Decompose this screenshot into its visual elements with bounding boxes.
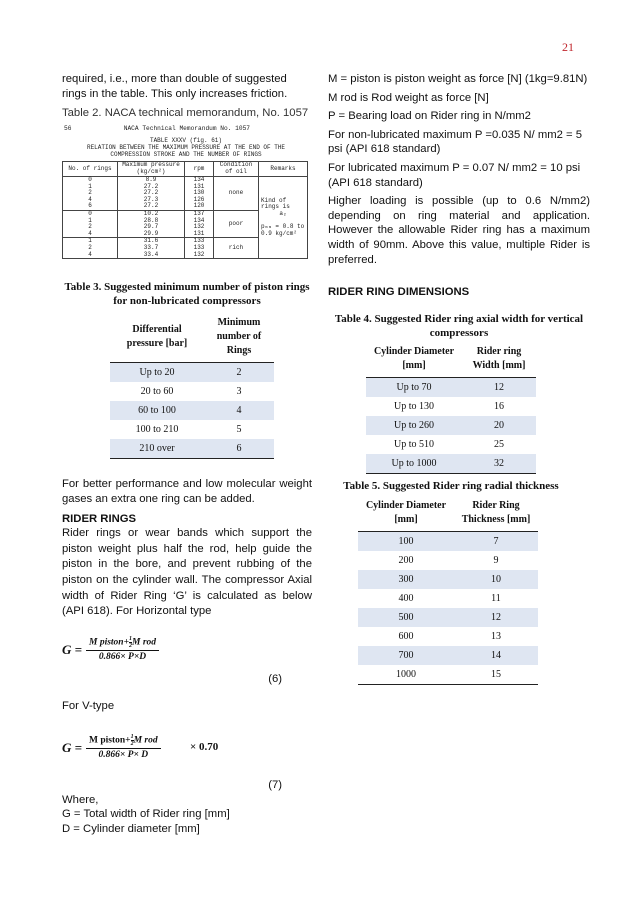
table4-header-width: Rider ring Width [mm] [462, 343, 536, 378]
definition-g: G = Total width of Rider ring [mm] [62, 808, 230, 821]
table5-cell: 100 [358, 531, 454, 551]
naca-header: NACA Technical Memorandum No. 1057 [123, 125, 250, 133]
table5-cell: 11 [491, 592, 501, 604]
equation-7 [62, 734, 312, 766]
equation-7-number: (7) [268, 779, 282, 792]
table5-cell: 15 [454, 665, 538, 685]
naca-page: 56 [64, 125, 72, 133]
lubricated-limit: For lubricated maximum P = 0.07 N/ mm2 = 10 psi (API 618 standard) [328, 161, 581, 189]
table5-cell: 500 [358, 608, 454, 627]
naca-scanned-table [62, 126, 310, 259]
table5-cell: 600 [398, 630, 414, 642]
table3-cell: 20 to 60 [140, 386, 174, 398]
table3-caption: Table 3. Suggested minimum number of piston rings for non-lubricated compressors [64, 281, 310, 307]
definition-p: P = Bearing load on Rider ring in N/mm2 [328, 110, 531, 123]
naca-rings-group: 1 2 4 [63, 238, 118, 259]
table3-header-rings: Minimum number of Rings [204, 314, 274, 363]
eq7-half-bottom: 2 [130, 741, 134, 748]
equation-6-number: (6) [268, 672, 282, 685]
eq7-lhs: G = [62, 740, 83, 756]
rider-rings-heading: RIDER RINGS [62, 513, 137, 526]
rider-ring-dimensions-heading: RIDER RING DIMENSIONS [328, 286, 470, 299]
naca-rpm-group: 134 131 130 126 120 [185, 176, 214, 210]
higher-loading-paragraph: Higher loading is possible (up to 0.6 N/mm2) depending on ring material and application. However the allowable Rider ring has a maximum width of 90mm. Above this value, multiple Rider is preferred. [328, 195, 590, 266]
naca-col-condition: Condition of oil [214, 162, 259, 177]
naca-col-remarks: Remarks [259, 162, 308, 177]
table5-cell: 13 [491, 630, 501, 642]
naca-rings-group: 0 1 2 4 [63, 210, 118, 237]
naca-rpm-group: 133 133 132 [185, 238, 214, 259]
eq6-half-bottom: 2 [129, 642, 132, 649]
table2-caption: Table 2. NACA technical memorandum, No. 1057 [62, 107, 309, 120]
definition-m: M = piston is piston weight as force [N] (1kg=9.81N) [328, 73, 588, 85]
table5-cell: 300 [358, 570, 454, 589]
table5-cell: 1000 [358, 665, 454, 685]
table4-cell: Up to 510 [394, 439, 434, 451]
naca-condition: poor [214, 210, 259, 237]
table3-cell: 4 [204, 401, 274, 420]
naca-condition: none [214, 176, 259, 210]
where-label: Where, [62, 793, 99, 806]
rider-rings-paragraph: Rider rings or wear bands which support the piston weight plus half the rod, help guide the piston in the bore, and prevent rubbing of the piston on the cylinder wall. The compressor Axial width of Rider Ring ‘G’ is calculated as below (API 618). For Horizontal type [62, 527, 312, 618]
naca-remark-2: pₘₘ = 0.8 to 0.9 kg/cm² [261, 222, 305, 237]
table3-header-pressure: Differential pressure [bar] [110, 314, 204, 363]
naca-col-rings: No. of rings [63, 162, 118, 177]
eq7-num-b: M rod [133, 735, 158, 746]
table4-cell: 25 [494, 439, 504, 451]
table4-cell: 16 [494, 401, 504, 413]
table5-cell: 12 [454, 608, 538, 627]
table5-cell: 700 [358, 646, 454, 665]
naca-table [62, 161, 308, 259]
naca-title-1: TABLE XXXV (fig. 61) [149, 136, 222, 144]
intro-paragraph: required, i.e., more than double of suggested rings in the table. This only increases friction. [62, 73, 288, 100]
naca-condition: rich [214, 238, 259, 259]
naca-rings-group: 0 1 2 4 6 [63, 176, 118, 210]
table5 [358, 497, 538, 685]
table3-cell: 210 over [110, 439, 204, 459]
table4-cell: Up to 70 [366, 378, 462, 398]
right-column [328, 72, 590, 685]
table3-cell: 6 [204, 439, 274, 459]
eq6-den: 0.866× P×D [98, 651, 147, 662]
naca-pressure-group: 10.2 28.8 29.7 29.9 [118, 210, 185, 237]
eq6-num-a: M piston+ [89, 637, 129, 648]
table4-cell: Up to 260 [366, 416, 462, 435]
table4-cell: 12 [462, 378, 536, 398]
table5-cell: 14 [454, 646, 538, 665]
table3-cell: 3 [236, 386, 242, 398]
table4-cell: Up to 1000 [366, 454, 462, 474]
eq7-half-top: 1 [130, 734, 134, 741]
table5-header-diameter: Cylinder Diameter [mm] [358, 497, 454, 532]
naca-col-rpm: rpm [185, 162, 214, 177]
table4-header-diameter: Cylinder Diameter [mm] [366, 343, 462, 378]
naca-title-3: COMPRESSION STROKE AND THE NUMBER OF RINGS [110, 150, 262, 158]
table4-caption: Table 4. Suggested Rider ring axial width for vertical compressors [334, 313, 584, 339]
table5-cell: 7 [454, 531, 538, 551]
equation-6 [62, 636, 312, 668]
eq7-den: 0.866× P× D [98, 750, 149, 761]
table5-header-thickness: Rider Ring Thickness [mm] [454, 497, 538, 532]
table5-cell: 400 [398, 592, 414, 604]
table3 [110, 314, 274, 459]
table5-caption: Table 5. Suggested Rider ring radial thickness [343, 480, 559, 493]
table4-cell: 20 [462, 416, 536, 435]
table3-cell: 60 to 100 [110, 401, 204, 420]
table3-cell: 5 [236, 424, 242, 436]
eq7-num-a: M piston+ [89, 735, 131, 746]
table5-cell: 200 [398, 554, 414, 566]
non-lubricated-limit: For non-lubricated maximum P =0.035 N/ mm2 = 5 psi (API 618 standard) [328, 128, 583, 156]
table3-cell: Up to 20 [110, 363, 204, 383]
page-number: 21 [562, 40, 574, 54]
table3-cell: 100 to 210 [135, 424, 179, 436]
definition-d: D = Cylinder diameter [mm] [62, 822, 200, 835]
table4 [366, 343, 536, 474]
eq6-half-top: 1 [129, 635, 132, 642]
eq6-num-b: M rod [132, 637, 157, 648]
eq6-lhs: G = [62, 641, 83, 657]
left-column [62, 72, 312, 836]
naca-pressure-group: 31.6 33.7 33.4 [118, 238, 185, 259]
v-type-label: For V-type [62, 700, 115, 713]
definition-mrod: M rod is Rod weight as force [N] [328, 91, 489, 104]
table5-cell: 10 [454, 570, 538, 589]
naca-title-2: RELATION BETWEEN THE MAXIMUM PRESSURE AT THE END OF THE [86, 143, 286, 151]
table4-cell: Up to 130 [394, 401, 434, 413]
naca-remark-1: Kind of rings is [261, 196, 290, 211]
naca-pressure-group: 8.9 27.2 27.2 27.3 27.2 [118, 176, 185, 210]
naca-remarks-cell: Kind of rings is a₂ pₘₘ = 0.8 to 0.9 kg/cm² [259, 176, 308, 258]
naca-col-pressure: Maximum pressure (kg/cm²) [118, 162, 185, 177]
table3-cell: 2 [204, 363, 274, 383]
table4-cell: 32 [462, 454, 536, 474]
table5-cell: 9 [493, 554, 499, 566]
naca-rpm-group: 137 134 132 131 [185, 210, 214, 237]
better-performance-paragraph: For better performance and low molecular weight gases an extra one ring can be added. [62, 478, 312, 505]
eq7-tail: × 0.70 [190, 741, 219, 754]
